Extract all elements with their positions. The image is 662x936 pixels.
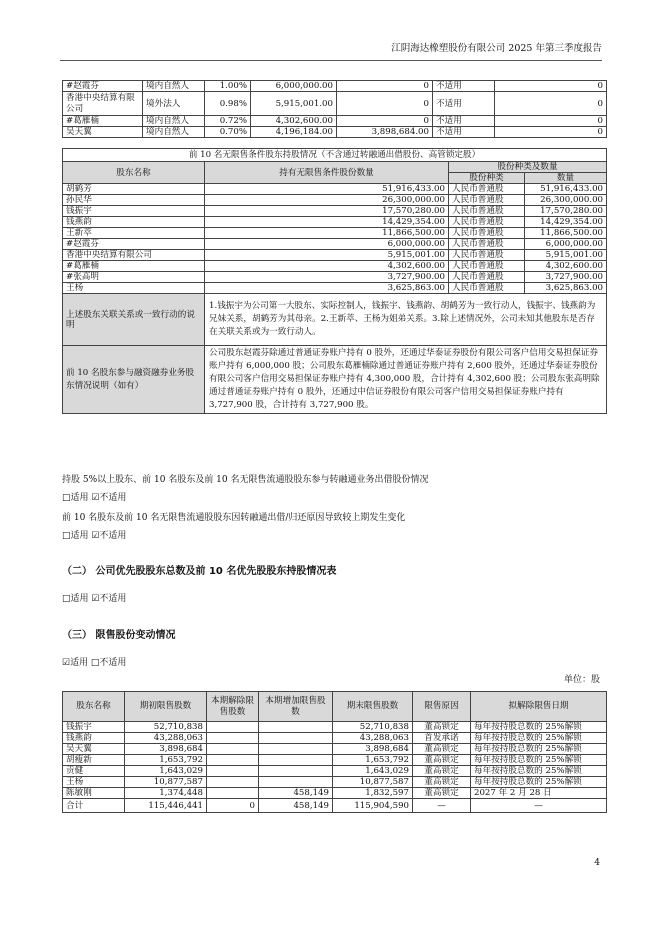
table-cell: 董高锁定 <box>413 722 471 733</box>
table-cell: 0 <box>337 81 433 92</box>
table-cell: 1,643,029 <box>125 766 207 777</box>
table-cell: #张高明 <box>63 272 205 283</box>
table-cell: 香港中央结算有限公司 <box>63 250 205 261</box>
table-cell: 6,000,000.00 <box>205 239 449 250</box>
total-cell: 0 <box>207 799 259 813</box>
table-cell: 3,898,684 <box>333 744 413 755</box>
table-cell: 香港中央结算有限公司 <box>63 92 143 116</box>
section-preferred: （二） 公司优先股股东总数及前 10 名优先股股东持股情况表 <box>62 566 337 577</box>
total-cell: — <box>413 799 471 813</box>
column-header: 股东名称 <box>63 692 125 722</box>
table-cell: 51,916,433.00 <box>205 184 449 195</box>
table-row <box>63 239 607 250</box>
table-cell: 王新萃 <box>63 228 205 239</box>
table-cell <box>259 722 333 733</box>
table-cell: 不适用 <box>433 92 495 116</box>
table-cell: 52,710,838 <box>125 722 207 733</box>
margin-label: 前 10 名股东参与融资融券业务股东情况说明（如有） <box>63 346 205 414</box>
table-cell: 董高锁定 <box>413 788 471 799</box>
table-cell: 人民币普通股 <box>449 272 525 283</box>
table-cell: 钱振宇 <box>63 206 205 217</box>
relation-label: 上述股东关联关系或一致行动的说明 <box>63 294 205 346</box>
table-cell: #葛雁楠 <box>63 116 143 127</box>
table-cell: 0.70% <box>205 127 251 138</box>
table-cell: 52,710,838 <box>333 722 413 733</box>
table-cell: 0 <box>495 116 607 127</box>
table-cell: #赵霞芬 <box>63 81 143 92</box>
table-cell: 1,653,792 <box>125 755 207 766</box>
table-cell: 境内自然人 <box>143 81 205 92</box>
table-row <box>63 733 607 744</box>
table-cell: 董高锁定 <box>413 766 471 777</box>
total-cell: — <box>471 799 607 813</box>
table-cell <box>259 755 333 766</box>
page-header: 江阴海达橡塑股份有限公司 2025 年第三季度报告 <box>60 42 602 61</box>
unrestricted-holders-table <box>62 148 607 414</box>
unit-label: 单位：股 <box>563 675 600 685</box>
table-row <box>63 755 607 766</box>
table-cell: 1,374,448 <box>125 788 207 799</box>
lending-check: □适用 ☑不适用 <box>62 493 127 503</box>
unrestricted-title: 前 10 名无限售条件股东持股情况（不含通过转融通出借股份、高管锁定股） <box>63 149 607 162</box>
table-cell: 1.00% <box>205 81 251 92</box>
table-cell: #葛雁楠 <box>63 261 205 272</box>
table-row <box>63 722 607 733</box>
table-cell: 17,570,280.00 <box>525 206 607 217</box>
column-header: 拟解除限售日期 <box>471 692 607 722</box>
table-cell: 14,429,354.00 <box>525 217 607 228</box>
table-cell: 0 <box>337 92 433 116</box>
table-cell: 5,915,001.00 <box>205 250 449 261</box>
table-cell <box>207 722 259 733</box>
header-count: 持有无限售条件股份数量 <box>205 162 449 184</box>
table-cell: 51,916,433.00 <box>525 184 607 195</box>
table-cell: 人民币普通股 <box>449 184 525 195</box>
change-check: □适用 ☑不适用 <box>62 531 127 541</box>
table-cell: 458,149 <box>259 788 333 799</box>
total-cell: 115,904,590 <box>333 799 413 813</box>
table-cell: 26,300,000.00 <box>525 195 607 206</box>
table-cell: 境内自然人 <box>143 127 205 138</box>
lending-paragraph: 持股 5%以上股东、前 10 名股东及前 10 名无限售流通股股东参与转融通业务出借股份情况 <box>62 475 429 485</box>
table-cell: 人民币普通股 <box>449 195 525 206</box>
table-cell <box>259 733 333 744</box>
table-cell: 17,570,280.00 <box>205 206 449 217</box>
header-kind: 股份种类 <box>449 173 525 184</box>
table-cell: 3,625,863.00 <box>205 283 449 294</box>
table-cell: 胡鹤芳 <box>63 184 205 195</box>
table-cell: 孙民华 <box>63 195 205 206</box>
table-row <box>63 777 607 788</box>
table-cell: 1,653,792 <box>333 755 413 766</box>
section-restricted: （三） 限售股份变动情况 <box>62 630 176 641</box>
table-cell: 每年按持股总数的 25%解锁 <box>471 766 607 777</box>
table-cell: 3,727,900.00 <box>525 272 607 283</box>
table-cell: 董高锁定 <box>413 755 471 766</box>
table-cell: 0 <box>337 116 433 127</box>
header-qty: 数量 <box>525 173 607 184</box>
table-cell <box>259 744 333 755</box>
table-cell: 14,429,354.00 <box>205 217 449 228</box>
table-cell: 11,866,500.00 <box>525 228 607 239</box>
table-cell: 10,877,587 <box>125 777 207 788</box>
total-cell: 115,446,441 <box>125 799 207 813</box>
table-cell: 26,300,000.00 <box>205 195 449 206</box>
table-row <box>63 92 607 116</box>
table-cell: 吴天翼 <box>63 744 125 755</box>
table-cell: 董高锁定 <box>413 777 471 788</box>
table-cell: 不适用 <box>433 116 495 127</box>
table-cell: 人民币普通股 <box>449 283 525 294</box>
table-cell <box>207 755 259 766</box>
table-cell: 1,643,029 <box>333 766 413 777</box>
column-header: 限售原因 <box>413 692 471 722</box>
table-cell: 董高锁定 <box>413 744 471 755</box>
table-row <box>63 81 607 92</box>
table-cell: 4,302,600.00 <box>525 261 607 272</box>
table-cell: 每年按持股总数的 25%解锁 <box>471 777 607 788</box>
table-cell: 王杨 <box>63 777 125 788</box>
table-cell: 陈敏刚 <box>63 788 125 799</box>
table-row <box>63 744 607 755</box>
table-cell: 0 <box>495 92 607 116</box>
table-row <box>63 127 607 138</box>
table-cell: 5,915,001.00 <box>251 92 337 116</box>
table-cell: 吴天翼 <box>63 127 143 138</box>
table-cell <box>207 766 259 777</box>
table-cell: 0.98% <box>205 92 251 116</box>
table-cell: 5,915,001.00 <box>525 250 607 261</box>
table-cell <box>207 788 259 799</box>
column-header: 期初限售股数 <box>125 692 207 722</box>
table-row <box>63 261 607 272</box>
table-cell <box>207 744 259 755</box>
table-cell <box>259 766 333 777</box>
table-cell: 11,866,500.00 <box>205 228 449 239</box>
table-cell: 胡瘦新 <box>63 755 125 766</box>
table-cell: 人民币普通股 <box>449 239 525 250</box>
table-cell: 43,288,063 <box>333 733 413 744</box>
table-cell: 人民币普通股 <box>449 206 525 217</box>
relation-text: 1.钱振宇为公司第一大股东、实际控制人，钱振宇、钱燕韵、胡鹤芳为一致行动人，钱振宇、钱燕韵为兄妹关系，胡鹤芳为其母亲。2.王新萃、王杨为姐弟关系。3.除上述情况外，公司未知其他股东是否存在关联关系或为一致行动人。 <box>205 294 607 346</box>
table-cell: 4,196,184.00 <box>251 127 337 138</box>
table-cell: 2027 年 2 月 28 日 <box>471 788 607 799</box>
table-row <box>63 250 607 261</box>
total-cell: 合计 <box>63 799 125 813</box>
table-row <box>63 116 607 127</box>
table-cell: #赵霞芬 <box>63 239 205 250</box>
table-row <box>63 184 607 195</box>
table-cell: 0.72% <box>205 116 251 127</box>
table-row <box>63 206 607 217</box>
header-kind-group: 股份种类及数量 <box>449 162 607 173</box>
table-row <box>63 195 607 206</box>
table-cell: 钱振宇 <box>63 722 125 733</box>
table-cell: 3,727,900.00 <box>205 272 449 283</box>
preferred-check: □适用 ☑不适用 <box>62 594 127 604</box>
table-cell: 境内自然人 <box>143 116 205 127</box>
table-cell: 人民币普通股 <box>449 261 525 272</box>
table-row <box>63 272 607 283</box>
table-cell: 1,832,597 <box>333 788 413 799</box>
table-cell: 每年按持股总数的 25%解锁 <box>471 722 607 733</box>
total-cell: 458,149 <box>259 799 333 813</box>
table-cell: 4,302,600.00 <box>205 261 449 272</box>
column-header: 期末限售股数 <box>333 692 413 722</box>
table-row <box>63 228 607 239</box>
total-row <box>63 799 607 813</box>
table-cell <box>259 777 333 788</box>
table-cell: 人民币普通股 <box>449 228 525 239</box>
table-cell <box>207 733 259 744</box>
change-paragraph: 前 10 名股东及前 10 名无限售流通股股东因转融通出借/归还原因导致较上期发生变化 <box>62 513 406 523</box>
table-cell: 3,898,684.00 <box>337 127 433 138</box>
header-name: 股东名称 <box>63 162 205 184</box>
restricted-check: ☑适用 □不适用 <box>62 658 127 668</box>
table-cell: 每年按持股总数的 25%解锁 <box>471 744 607 755</box>
table-cell: 每年按持股总数的 25%解锁 <box>471 755 607 766</box>
table-cell: 钱燕韵 <box>63 733 125 744</box>
table-cell: 6,000,000.00 <box>251 81 337 92</box>
table-cell: 首发承诺 <box>413 733 471 744</box>
table-row <box>63 283 607 294</box>
table-cell: 钱燕韵 <box>63 217 205 228</box>
table-cell: 0 <box>495 81 607 92</box>
restricted-shares-table <box>62 691 607 813</box>
table-cell: 人民币普通股 <box>449 250 525 261</box>
top-holders-table <box>62 80 607 138</box>
table-cell: 人民币普通股 <box>449 217 525 228</box>
table-row <box>63 217 607 228</box>
table-cell: 0 <box>495 127 607 138</box>
column-header: 本期增加限售股数 <box>259 692 333 722</box>
table-row <box>63 766 607 777</box>
table-row <box>63 788 607 799</box>
table-cell: 不适用 <box>433 81 495 92</box>
table-cell: 3,898,684 <box>125 744 207 755</box>
table-cell: 境外法人 <box>143 92 205 116</box>
table-cell <box>207 777 259 788</box>
column-header: 本期解除限售股数 <box>207 692 259 722</box>
table-cell: 不适用 <box>433 127 495 138</box>
table-cell: 43,288,063 <box>125 733 207 744</box>
table-cell: 10,877,587 <box>333 777 413 788</box>
table-cell: 3,625,863.00 <box>525 283 607 294</box>
table-cell: 贡健 <box>63 766 125 777</box>
table-cell: 每年按持股总数的 25%解锁 <box>471 733 607 744</box>
table-cell: 王杨 <box>63 283 205 294</box>
table-cell: 6,000,000.00 <box>525 239 607 250</box>
page-number: 4 <box>594 858 600 868</box>
margin-text: 公司股东赵霞芬除通过普通证券账户持有 0 股外，还通过华泰证券股份有限公司客户信用交易担保证券账户持有 6,000,000 股；公司股东葛雁楠除通过普通证券账户持有 2,600 股外，还通过华泰证券股份有限公司客户信用交易担保证券账户持有 4,300,000 股，合计持有 4,302,600 股；公司股东张高明除通过普通证券账户持有 0 股外，还通过中信证券股份有限公司客户信用交易担保证券账户持有 3,727,900 股，合计持有 3,727,900 股。 <box>205 346 607 414</box>
table-cell: 4,302,600.00 <box>251 116 337 127</box>
